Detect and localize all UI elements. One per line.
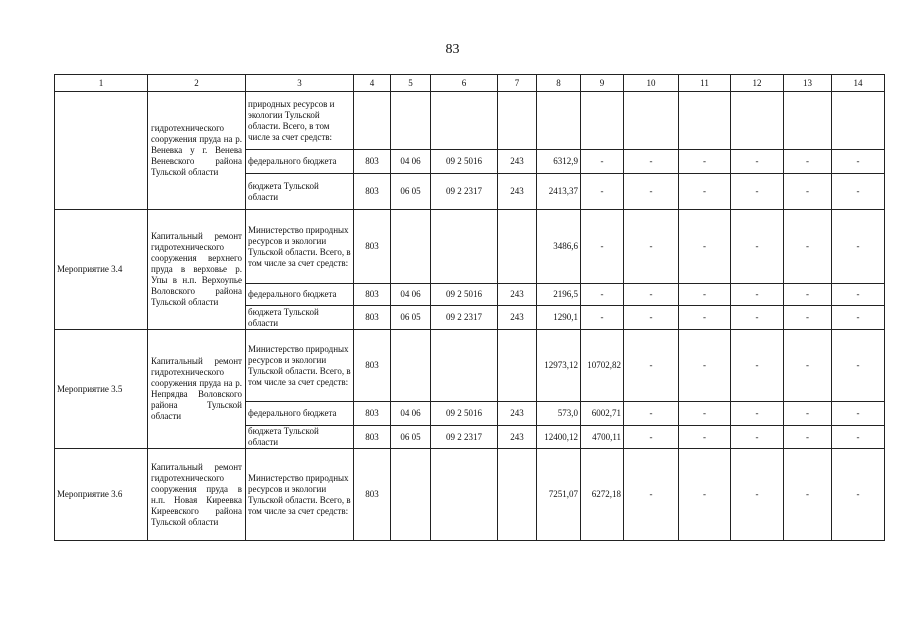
table-cell: 243 xyxy=(498,306,537,330)
header-cell: 9 xyxy=(581,75,624,92)
header-cell: 6 xyxy=(431,75,498,92)
header-cell: 3 xyxy=(246,75,354,92)
table-cell: - xyxy=(784,426,832,449)
table-cell: - xyxy=(624,150,679,174)
table-cell xyxy=(624,92,679,150)
funding-source: природных ресурсов и экологии Тульской области. Всего, в том числе за счет средств: xyxy=(246,92,354,150)
header-cell: 11 xyxy=(679,75,731,92)
table-cell: 1290,1 xyxy=(537,306,581,330)
table-cell: - xyxy=(581,210,624,284)
table-cell xyxy=(391,210,431,284)
table-cell: - xyxy=(784,402,832,426)
table-cell: - xyxy=(624,426,679,449)
table-row xyxy=(55,210,885,284)
header-cell: 5 xyxy=(391,75,431,92)
table-cell: - xyxy=(679,210,731,284)
table-cell xyxy=(391,330,431,402)
table-cell: - xyxy=(731,210,784,284)
table-cell: 243 xyxy=(498,150,537,174)
table-cell: - xyxy=(679,174,731,210)
table-cell: 803 xyxy=(354,402,391,426)
table-cell xyxy=(431,92,498,150)
header-cell: 14 xyxy=(832,75,885,92)
funding-source: бюджета Тульской области xyxy=(246,174,354,210)
table-row xyxy=(55,92,885,150)
table-cell xyxy=(832,92,885,150)
event-label: Мероприятие 3.6 xyxy=(55,449,148,541)
table-cell xyxy=(431,210,498,284)
table-cell: - xyxy=(624,402,679,426)
event-description: гидротехнического сооружения пруда на р. Веневка у г. Венева Веневского района Тульской области xyxy=(148,92,246,210)
table-cell xyxy=(498,449,537,541)
table-cell: 2413,37 xyxy=(537,174,581,210)
table-cell xyxy=(581,92,624,150)
header-cell: 8 xyxy=(537,75,581,92)
funding-source: бюджета Тульской области xyxy=(246,306,354,330)
table-cell: 06 05 xyxy=(391,306,431,330)
table-cell xyxy=(498,330,537,402)
table-row xyxy=(55,449,885,541)
table-cell: - xyxy=(731,284,784,306)
table-cell: - xyxy=(832,174,885,210)
header-row xyxy=(55,75,885,92)
table-cell: - xyxy=(784,449,832,541)
table-cell: - xyxy=(624,210,679,284)
table-cell: - xyxy=(581,174,624,210)
table-cell: 803 xyxy=(354,306,391,330)
table-cell: 7251,07 xyxy=(537,449,581,541)
funding-source: федерального бюджета xyxy=(246,284,354,306)
table-cell: 243 xyxy=(498,402,537,426)
header-cell: 13 xyxy=(784,75,832,92)
table-cell: - xyxy=(731,330,784,402)
event-label: Мероприятие 3.4 xyxy=(55,210,148,330)
header-cell: 12 xyxy=(731,75,784,92)
table-cell: 6002,71 xyxy=(581,402,624,426)
table-cell: - xyxy=(832,210,885,284)
table-cell: - xyxy=(731,426,784,449)
table-cell xyxy=(498,92,537,150)
table-cell: 803 xyxy=(354,210,391,284)
table-cell: 04 06 xyxy=(391,402,431,426)
header-cell: 7 xyxy=(498,75,537,92)
table-cell: - xyxy=(784,330,832,402)
table-cell: 803 xyxy=(354,426,391,449)
event-description: Капитальный ремонт гидротехнического сооружения верхнего пруда в верховье р. Упы в н.п. Верхоупье Воловского района Тульской области xyxy=(148,210,246,330)
table-cell: - xyxy=(731,174,784,210)
table-cell xyxy=(731,92,784,150)
table-cell xyxy=(431,330,498,402)
table-cell xyxy=(784,92,832,150)
table-cell: 2196,5 xyxy=(537,284,581,306)
table-cell xyxy=(679,92,731,150)
table-cell: 243 xyxy=(498,174,537,210)
table-cell xyxy=(431,449,498,541)
table-cell: - xyxy=(731,306,784,330)
table-cell: - xyxy=(624,306,679,330)
table-cell: 803 xyxy=(354,284,391,306)
table-cell: 04 06 xyxy=(391,150,431,174)
header-cell: 10 xyxy=(624,75,679,92)
table-cell: - xyxy=(731,402,784,426)
table-cell: 06 05 xyxy=(391,174,431,210)
table-cell: - xyxy=(832,426,885,449)
funding-source: Министерство природных ресурсов и экологии Тульской области. Всего, в том числе за счет средств: xyxy=(246,330,354,402)
funding-source: Министерство природных ресурсов и экологии Тульской области. Всего, в том числе за счет средств: xyxy=(246,449,354,541)
table-cell: - xyxy=(784,174,832,210)
table-cell: 04 06 xyxy=(391,284,431,306)
table-cell: 6312,9 xyxy=(537,150,581,174)
table-cell xyxy=(391,92,431,150)
table-cell: - xyxy=(679,150,731,174)
table-cell: 803 xyxy=(354,174,391,210)
budget-table xyxy=(54,74,885,541)
table-cell: - xyxy=(624,284,679,306)
table-cell: 09 2 5016 xyxy=(431,150,498,174)
table-cell: - xyxy=(679,402,731,426)
funding-source: бюджета Тульской области xyxy=(246,426,354,449)
table-cell: 3486,6 xyxy=(537,210,581,284)
header-cell: 4 xyxy=(354,75,391,92)
table-cell: - xyxy=(832,306,885,330)
table-cell xyxy=(391,449,431,541)
table-cell: - xyxy=(679,330,731,402)
table-cell: - xyxy=(832,449,885,541)
table-cell: 803 xyxy=(354,150,391,174)
table-cell: 09 2 2317 xyxy=(431,306,498,330)
table-cell xyxy=(537,92,581,150)
header-cell: 2 xyxy=(148,75,246,92)
table-cell: 573,0 xyxy=(537,402,581,426)
table-cell: 6272,18 xyxy=(581,449,624,541)
table-cell: - xyxy=(624,330,679,402)
funding-source: федерального бюджета xyxy=(246,150,354,174)
header-cell: 1 xyxy=(55,75,148,92)
table-cell: 09 2 2317 xyxy=(431,426,498,449)
page-number: 83 xyxy=(445,42,460,57)
table-cell: 803 xyxy=(354,330,391,402)
table-cell: - xyxy=(679,306,731,330)
funding-source: Министерство природных ресурсов и экологии Тульской области. Всего, в том числе за счет средств: xyxy=(246,210,354,284)
event-cell xyxy=(55,92,148,210)
table-cell: 4700,11 xyxy=(581,426,624,449)
table-cell: 243 xyxy=(498,284,537,306)
table-cell: 243 xyxy=(498,426,537,449)
funding-source: федерального бюджета xyxy=(246,402,354,426)
table-cell: - xyxy=(581,284,624,306)
table-cell: - xyxy=(784,284,832,306)
table-cell: - xyxy=(832,402,885,426)
event-description: Капитальный ремонт гидротехнического сооружения пруда на р. Непрядва Воловского района Тульской области xyxy=(148,330,246,449)
table-cell: - xyxy=(784,306,832,330)
table-cell xyxy=(354,92,391,150)
table-cell: - xyxy=(784,150,832,174)
event-description: Капитальный ремонт гидротехнического сооружения пруда в н.п. Новая Киреевка Киреевского района Тульской области xyxy=(148,449,246,541)
table-cell: 09 2 5016 xyxy=(431,284,498,306)
table-cell: 09 2 5016 xyxy=(431,402,498,426)
table-cell: - xyxy=(679,449,731,541)
table-cell: 06 05 xyxy=(391,426,431,449)
table-cell: 12973,12 xyxy=(537,330,581,402)
table-cell: - xyxy=(832,330,885,402)
table-cell xyxy=(498,210,537,284)
table-cell: - xyxy=(832,150,885,174)
table-cell: - xyxy=(581,306,624,330)
table-cell: - xyxy=(784,210,832,284)
table-cell: 803 xyxy=(354,449,391,541)
table-cell: - xyxy=(731,449,784,541)
table-cell: - xyxy=(624,174,679,210)
table-cell: - xyxy=(679,426,731,449)
table-cell: - xyxy=(679,284,731,306)
table-cell: 10702,82 xyxy=(581,330,624,402)
table-cell: 12400,12 xyxy=(537,426,581,449)
table-cell: - xyxy=(731,150,784,174)
table-cell: 09 2 2317 xyxy=(431,174,498,210)
table-cell: - xyxy=(832,284,885,306)
table-cell: - xyxy=(581,150,624,174)
event-label: Мероприятие 3.5 xyxy=(55,330,148,449)
table-cell: - xyxy=(624,449,679,541)
table-row xyxy=(55,330,885,402)
